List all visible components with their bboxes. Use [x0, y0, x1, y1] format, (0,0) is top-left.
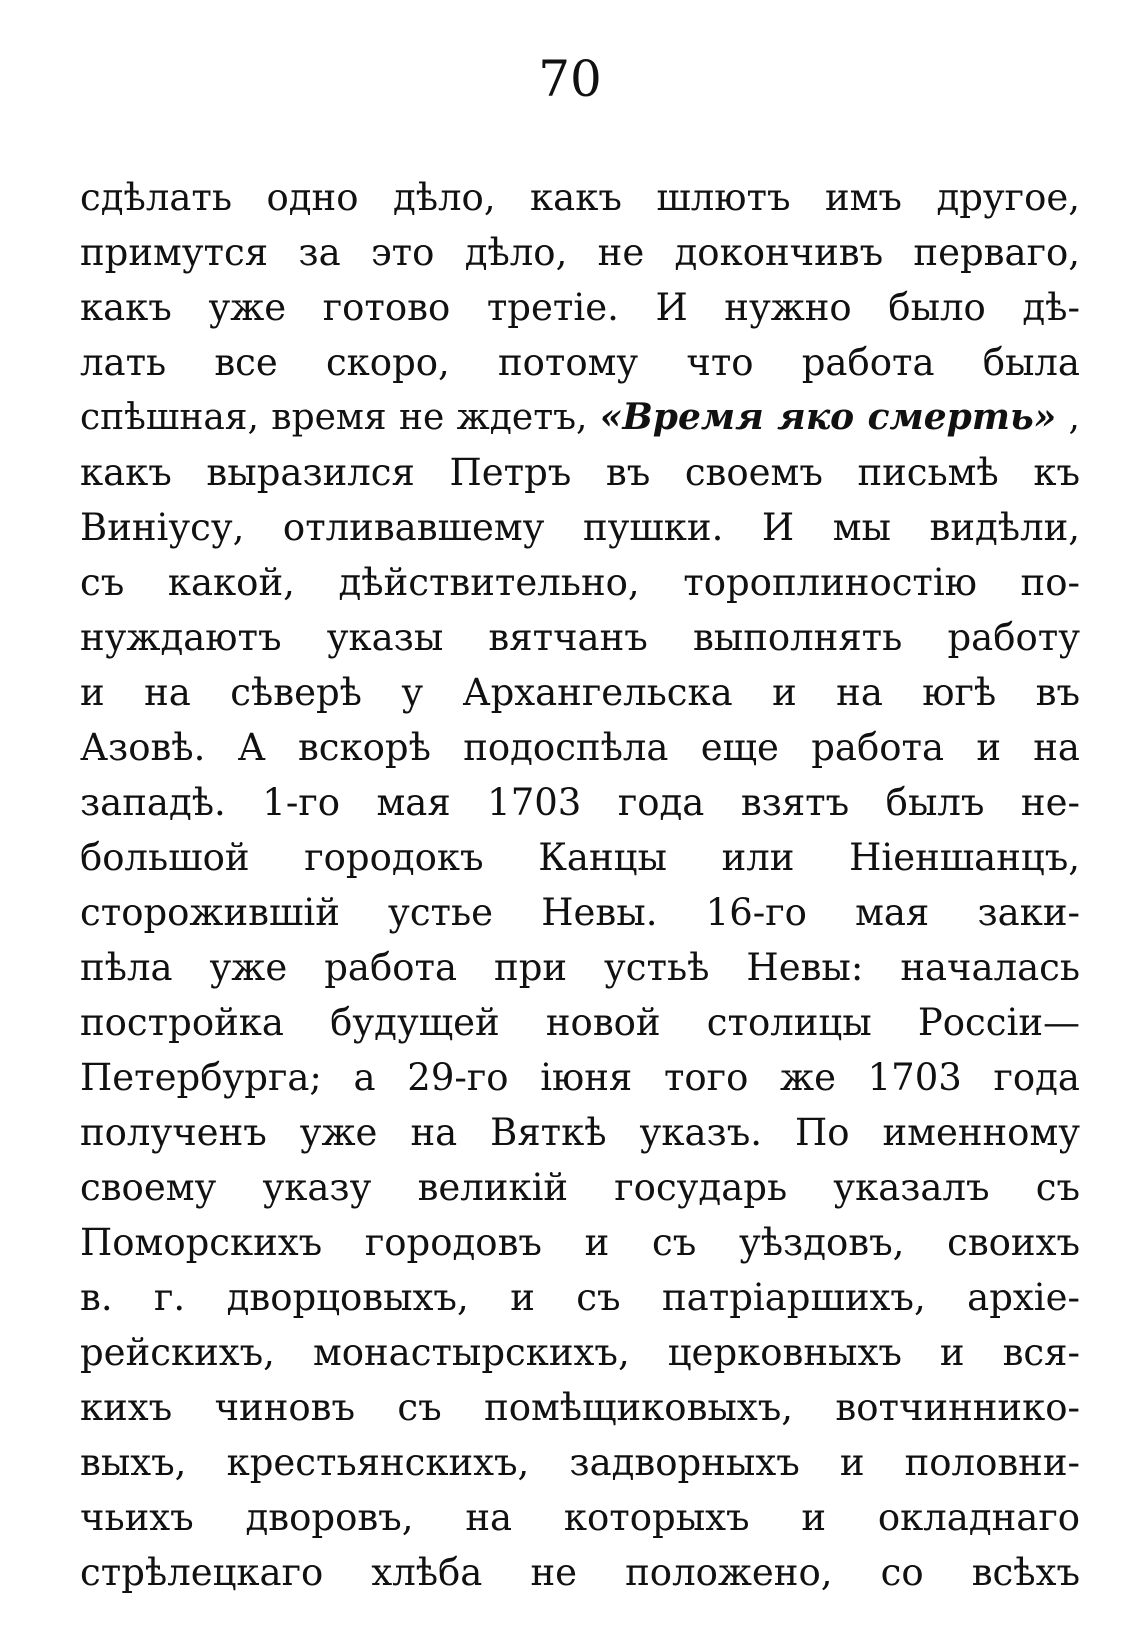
quote-text: «Время яко смерть»	[599, 396, 1057, 438]
page-number: 70	[538, 50, 602, 108]
text-line: какъ выразился Петръ въ своемъ письмѣ къ	[80, 451, 1080, 494]
text-line: полученъ уже на Вяткѣ указъ. По именному	[80, 1111, 1080, 1154]
text-line: рейскихъ, монастырскихъ, церковныхъ и вся-	[80, 1331, 1080, 1374]
text-segment: спѣшная, время не ждетъ,	[80, 397, 600, 438]
text-line: в. г. дворцовыхъ, и съ патріаршихъ, архіе-	[80, 1276, 1080, 1319]
text-line: примутся за это дѣло, не докончивъ перваго,	[80, 231, 1080, 274]
text-line: постройка будущей новой столицы Россіи—	[80, 1001, 1080, 1044]
text-line: лать все скоро, потому что работа была	[80, 341, 1080, 384]
text-line: нуждаютъ указы вятчанъ выполнять работу	[80, 616, 1080, 659]
text-line: чьихъ дворовъ, на которыхъ и окладнаго	[80, 1496, 1080, 1539]
text-line: Азовѣ. А вскорѣ подоспѣла еще работа и на	[80, 726, 1080, 769]
text-line-with-quote	[80, 390, 1080, 445]
text-line: и на сѣверѣ у Архангельска и на югѣ въ	[80, 671, 1080, 714]
text-line: съ какой, дѣйствительно, тороплиностію по-	[80, 561, 1080, 604]
text-line: Поморскихъ городовъ и съ уѣздовъ, своихъ	[80, 1221, 1080, 1264]
quote-punctuation: ,	[1056, 397, 1080, 438]
text-line: западѣ. 1-го мая 1703 года взятъ былъ не-	[80, 781, 1080, 824]
text-line: Виніусу, отливавшему пушки. И мы видѣли,	[80, 506, 1080, 549]
text-line: стрѣлецкаго хлѣба не положено, со всѣхъ	[80, 1551, 1080, 1594]
text-line: кихъ чиновъ съ помѣщиковыхъ, вотчиннико-	[80, 1386, 1080, 1429]
text-line: своему указу великій государь указалъ съ	[80, 1166, 1080, 1209]
text-line: сторожившій устье Невы. 16-го мая заки-	[80, 891, 1080, 934]
text-line: какъ уже готово третіе. И нужно было дѣ-	[80, 286, 1080, 329]
body-text	[80, 170, 1080, 1600]
text-line: пѣла уже работа при устьѣ Невы: началась	[80, 946, 1080, 989]
text-line: сдѣлать одно дѣло, какъ шлютъ имъ другое,	[80, 176, 1080, 219]
text-line: выхъ, крестьянскихъ, задворныхъ и половни-	[80, 1441, 1080, 1484]
text-line: большой городокъ Канцы или Ніеншанцъ,	[80, 836, 1080, 879]
text-line: Петербурга; а 29-го іюня того же 1703 года	[80, 1056, 1080, 1099]
